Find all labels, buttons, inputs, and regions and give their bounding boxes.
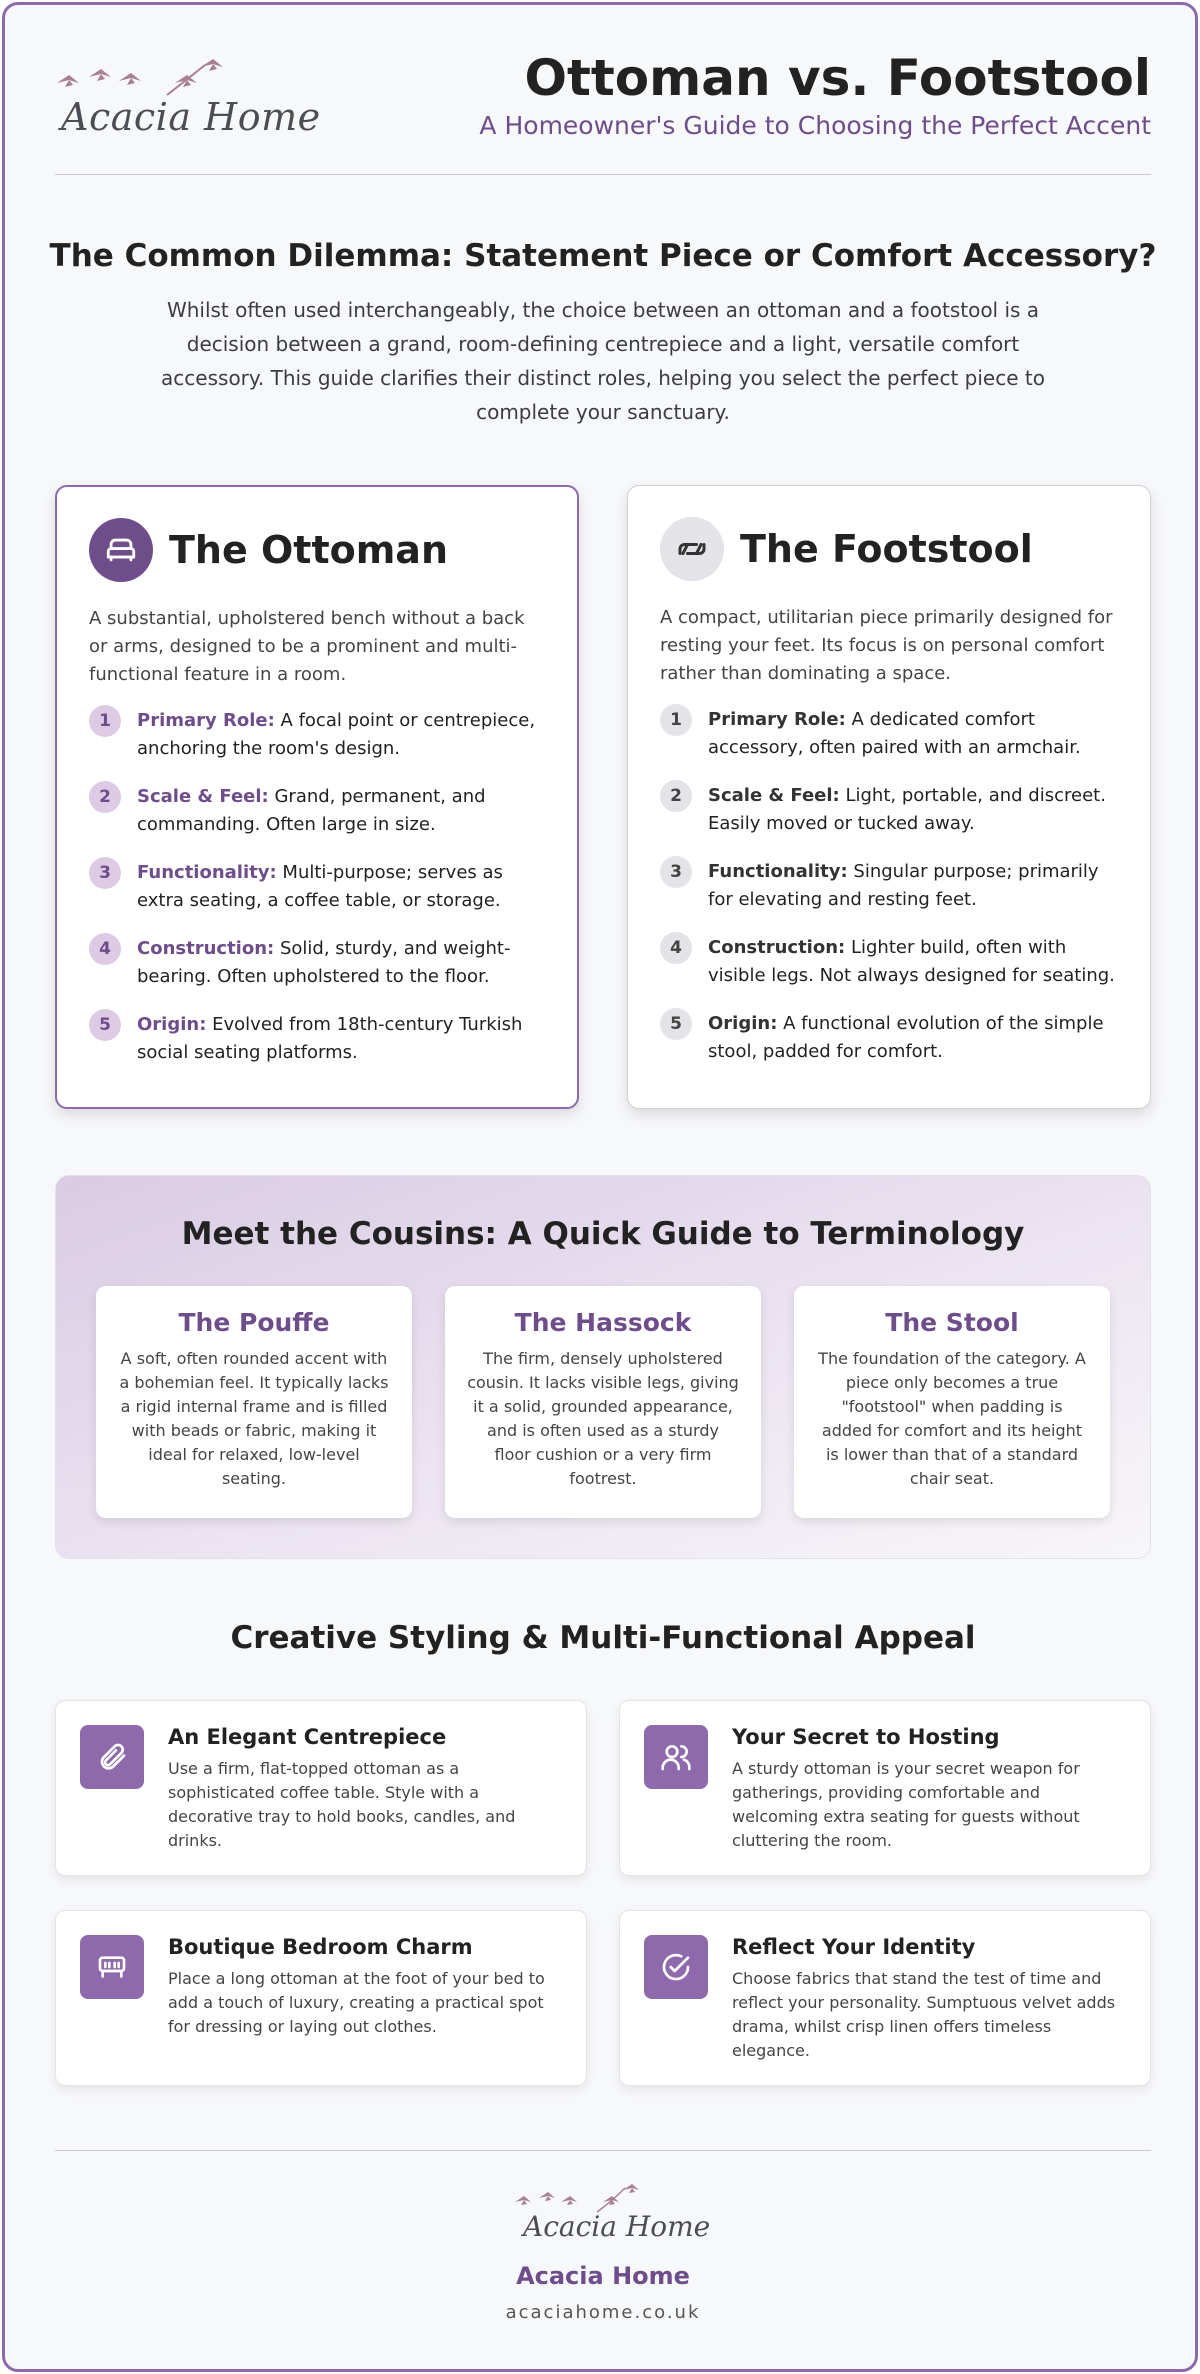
list-item xyxy=(660,934,1118,990)
list-number: 5 xyxy=(89,1009,121,1041)
footer-brand: Acacia Home xyxy=(516,2262,690,2290)
style-card-hosting xyxy=(619,1700,1151,1876)
footstool-title: The Footstool xyxy=(740,527,1033,571)
list-item xyxy=(660,706,1118,762)
item-text: Singular purpose; primarily for elevating and resting feet. xyxy=(708,861,1099,910)
intro-text: Whilst often used interchangeably, the choice between an ottoman and a footstool is a decision between a grand, room-defining centrepiece and a light, versatile comfort accessory. This guide clarifies their distinct roles, helping you select the perfect piece to complete your sanctuary. xyxy=(161,298,1045,424)
page xyxy=(2,2,1198,2372)
ottoman-title: The Ottoman xyxy=(169,528,449,572)
intro-title: The Common Dilemma: Statement Piece or Comfort Accessory? xyxy=(49,238,1157,274)
style-card-bedroom xyxy=(55,1910,587,2086)
ottoman-list xyxy=(89,707,545,1067)
bed-icon xyxy=(80,1935,144,1999)
list-number: 3 xyxy=(660,856,692,888)
style-title: Boutique Bedroom Charm xyxy=(168,1935,473,1959)
cousin-title: The Hassock xyxy=(514,1308,692,1337)
style-title: Your Secret to Hosting xyxy=(732,1725,1000,1749)
item-label: Functionality: xyxy=(137,862,277,883)
item-label: Primary Role: xyxy=(137,710,275,731)
item-label: Scale & Feel: xyxy=(708,785,840,806)
list-number: 5 xyxy=(660,1008,692,1040)
item-text: A dedicated comfort accessory, often paired with an armchair. xyxy=(708,709,1081,758)
list-number: 1 xyxy=(660,704,692,736)
list-item xyxy=(660,1010,1118,1066)
logo-text: Acacia Home xyxy=(61,95,321,139)
cousin-text: A soft, often rounded accent with a bohemian feel. It typically lacks a rigid internal frame and is filled with beads or fabric, making it ideal for relaxed, low-level seating. xyxy=(119,1349,389,1488)
cousin-title: The Stool xyxy=(885,1308,1019,1337)
cousin-text: The firm, densely upholstered cousin. It lacks visible legs, giving it a solid, grounded appearance, and is often used as a sturdy floor cushion or a very firm footrest. xyxy=(467,1349,739,1488)
list-item xyxy=(660,858,1118,914)
cousin-text: The foundation of the category. A piece only becomes a true "footstool" when padding is added for comfort and its height is lower than that of a standard chair seat. xyxy=(818,1349,1086,1488)
list-item xyxy=(89,707,545,763)
item-label: Origin: xyxy=(708,1013,778,1034)
ottoman-description: A substantial, upholstered bench without a back or arms, designed to be a prominent and multi-functional feature in a room. xyxy=(89,608,525,685)
footstool-card-header xyxy=(660,516,1118,582)
footer-logo xyxy=(513,2180,711,2250)
item-text: Lighter build, often with visible legs. Not always designed for seating. xyxy=(708,937,1115,986)
page-title: Ottoman vs. Footstool xyxy=(524,49,1151,107)
styling-title: Creative Styling & Multi-Functional Appeal xyxy=(230,1620,976,1656)
list-number: 2 xyxy=(89,781,121,813)
style-text: A sturdy ottoman is your secret weapon for gatherings, providing comfortable and welcoming extra seating for guests without cluttering the room. xyxy=(732,1759,1080,1850)
item-text: Light, portable, and discreet. Easily moved or tucked away. xyxy=(708,785,1106,834)
item-label: Scale & Feel: xyxy=(137,786,269,807)
list-number: 4 xyxy=(660,932,692,964)
brand-logo xyxy=(55,55,321,145)
ottoman-card xyxy=(55,485,579,1109)
item-text: Evolved from 18th-century Turkish social seating platforms. xyxy=(137,1014,523,1063)
item-text: A functional evolution of the simple stool, padded for comfort. xyxy=(708,1013,1104,1062)
style-text: Choose fabrics that stand the test of time and reflect your personality. Sumptuous velvet adds drama, whilst crisp linen offers timeless elegance. xyxy=(732,1969,1116,2060)
footstool-card xyxy=(627,485,1151,1109)
cousin-title: The Pouffe xyxy=(178,1308,330,1337)
list-item xyxy=(89,783,545,839)
list-number: 2 xyxy=(660,780,692,812)
item-text: Multi-purpose; serves as extra seating, a coffee table, or storage. xyxy=(137,862,503,911)
list-item xyxy=(89,1011,545,1067)
item-label: Construction: xyxy=(137,938,275,959)
list-number: 4 xyxy=(89,933,121,965)
item-text: Solid, sturdy, and weight-bearing. Often upholstered to the floor. xyxy=(137,938,511,987)
cousins-title: Meet the Cousins: A Quick Guide to Terminology xyxy=(181,1216,1025,1252)
cousin-card-stool xyxy=(794,1286,1110,1518)
cousin-card-hassock xyxy=(445,1286,761,1518)
cousin-card-pouffe xyxy=(96,1286,412,1518)
footstool-description: A compact, utilitarian piece primarily designed for resting your feet. Its focus is on personal comfort rather than dominating a space. xyxy=(660,607,1113,684)
style-card-centrepiece xyxy=(55,1700,587,1876)
style-title: An Elegant Centrepiece xyxy=(168,1725,447,1749)
footstool-icon xyxy=(660,517,724,581)
cousins-section xyxy=(55,1175,1151,1559)
footstool-list xyxy=(660,706,1118,1066)
users-icon xyxy=(644,1725,708,1789)
ottoman-card-header xyxy=(89,517,545,583)
list-number: 1 xyxy=(89,705,121,737)
header xyxy=(55,45,1151,175)
style-card-identity xyxy=(619,1910,1151,2086)
style-text: Place a long ottoman at the foot of your bed to add a touch of luxury, creating a practical spot for dressing or laying out clothes. xyxy=(168,1969,545,2036)
style-title: Reflect Your Identity xyxy=(732,1935,976,1959)
footer-logo-text: Acacia Home xyxy=(523,2210,711,2243)
style-text: Use a firm, flat-topped ottoman as a sophisticated coffee table. Style with a decorative tray to hold books, candles, and drinks. xyxy=(168,1759,516,1850)
item-label: Origin: xyxy=(137,1014,207,1035)
paperclip-icon xyxy=(80,1725,144,1789)
list-item xyxy=(660,782,1118,838)
footer-url[interactable]: acaciahome.co.uk xyxy=(505,2302,701,2323)
sofa-icon xyxy=(89,518,153,582)
list-number: 3 xyxy=(89,857,121,889)
footer-divider xyxy=(55,2150,1151,2151)
page-subtitle: A Homeowner's Guide to Choosing the Perfect Accent xyxy=(479,111,1151,140)
item-label: Primary Role: xyxy=(708,709,846,730)
item-label: Functionality: xyxy=(708,861,848,882)
item-text: A focal point or centrepiece, anchoring the room's design. xyxy=(137,710,536,759)
list-item xyxy=(89,935,545,991)
list-item xyxy=(89,859,545,915)
item-label: Construction: xyxy=(708,937,846,958)
check-circle-icon xyxy=(644,1935,708,1999)
item-text: Grand, permanent, and commanding. Often large in size. xyxy=(137,786,486,835)
